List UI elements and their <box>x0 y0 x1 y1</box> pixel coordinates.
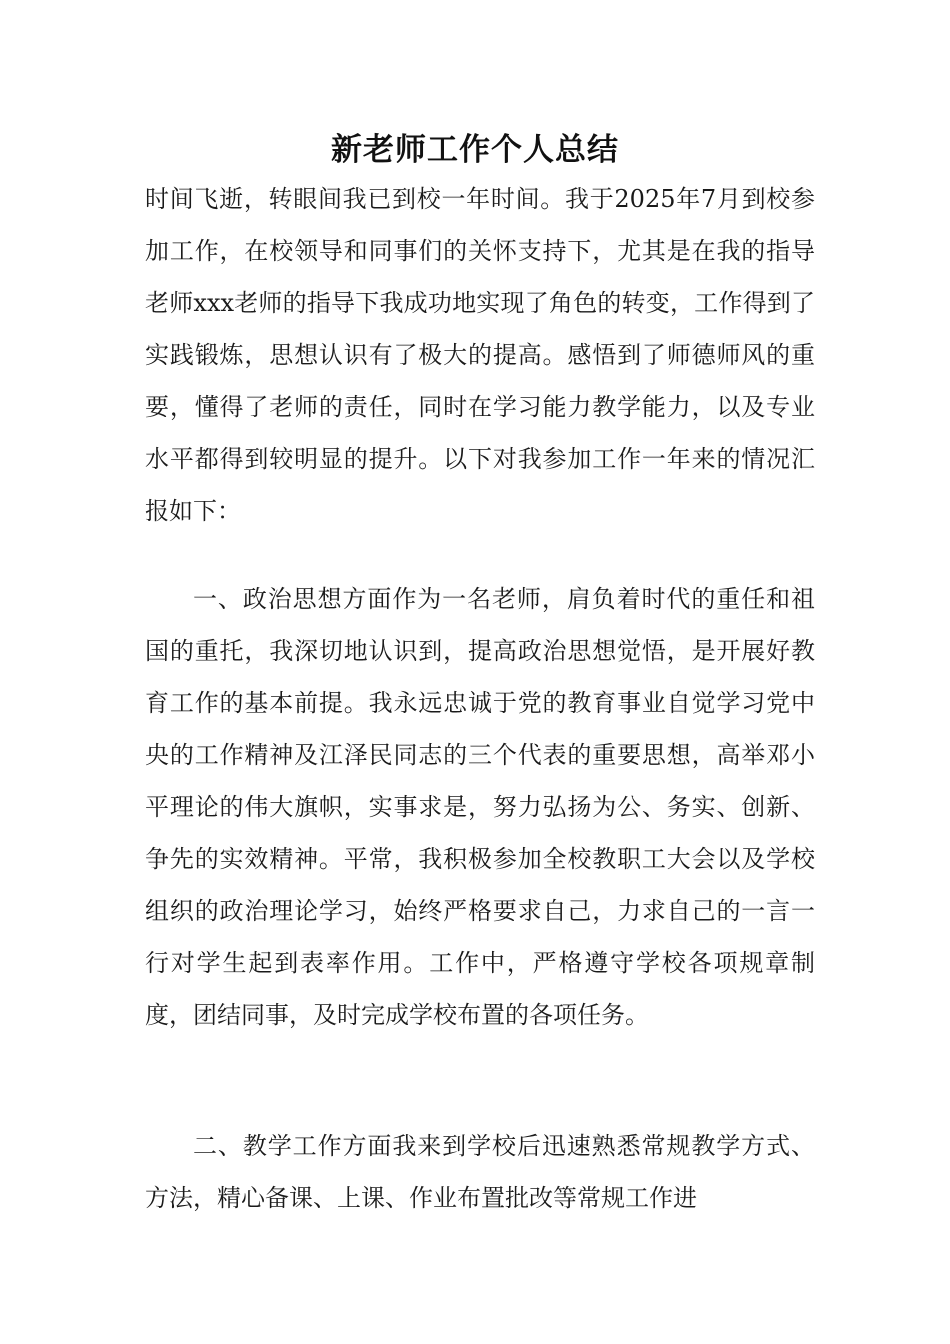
document-title: 新老师工作个人总结 <box>331 132 619 168</box>
paragraph-political-thought: 一、政治思想方面作为一名老师，肩负着时代的重任和祖国的重托，我深切地认识到，提高政治思想觉悟，是开展好教育工作的基本前提。我永远忠诚于党的教育事业自觉学习党中央的工作精神及江泽民同志的三个代表的重要思想，高举邓小平理论的伟大旗帜，实事求是，努力弘扬为公、务实、创新、争先的实效精神。平常，我积极参加全校教职工大会以及学校组织的政治理论学习，始终严格要求自己，力求自己的一言一行对学生起到表率作用。工作中，严格遵守学校各项规章制度，团结同事，及时完成学校布置的各项任务。 <box>145 585 815 1029</box>
paragraph-teaching-work: 二、教学工作方面我来到学校后迅速熟悉常规教学方式、方法，精心备课、上课、作业布置批改等常规工作进 <box>145 1132 815 1212</box>
paragraph-intro: 时间飞逝，转眼间我已到校一年时间。我于2025年7月到校参加工作，在校领导和同事们的关怀支持下，尤其是在我的指导老师xxx老师的指导下我成功地实现了角色的转变，工作得到了实践锻炼，思想认识有了极大的提高。感悟到了师德师风的重要，懂得了老师的责任，同时在学习能力教学能力，以及专业水平都得到较明显的提升。以下对我参加工作一年来的情况汇报如下： <box>145 185 815 525</box>
